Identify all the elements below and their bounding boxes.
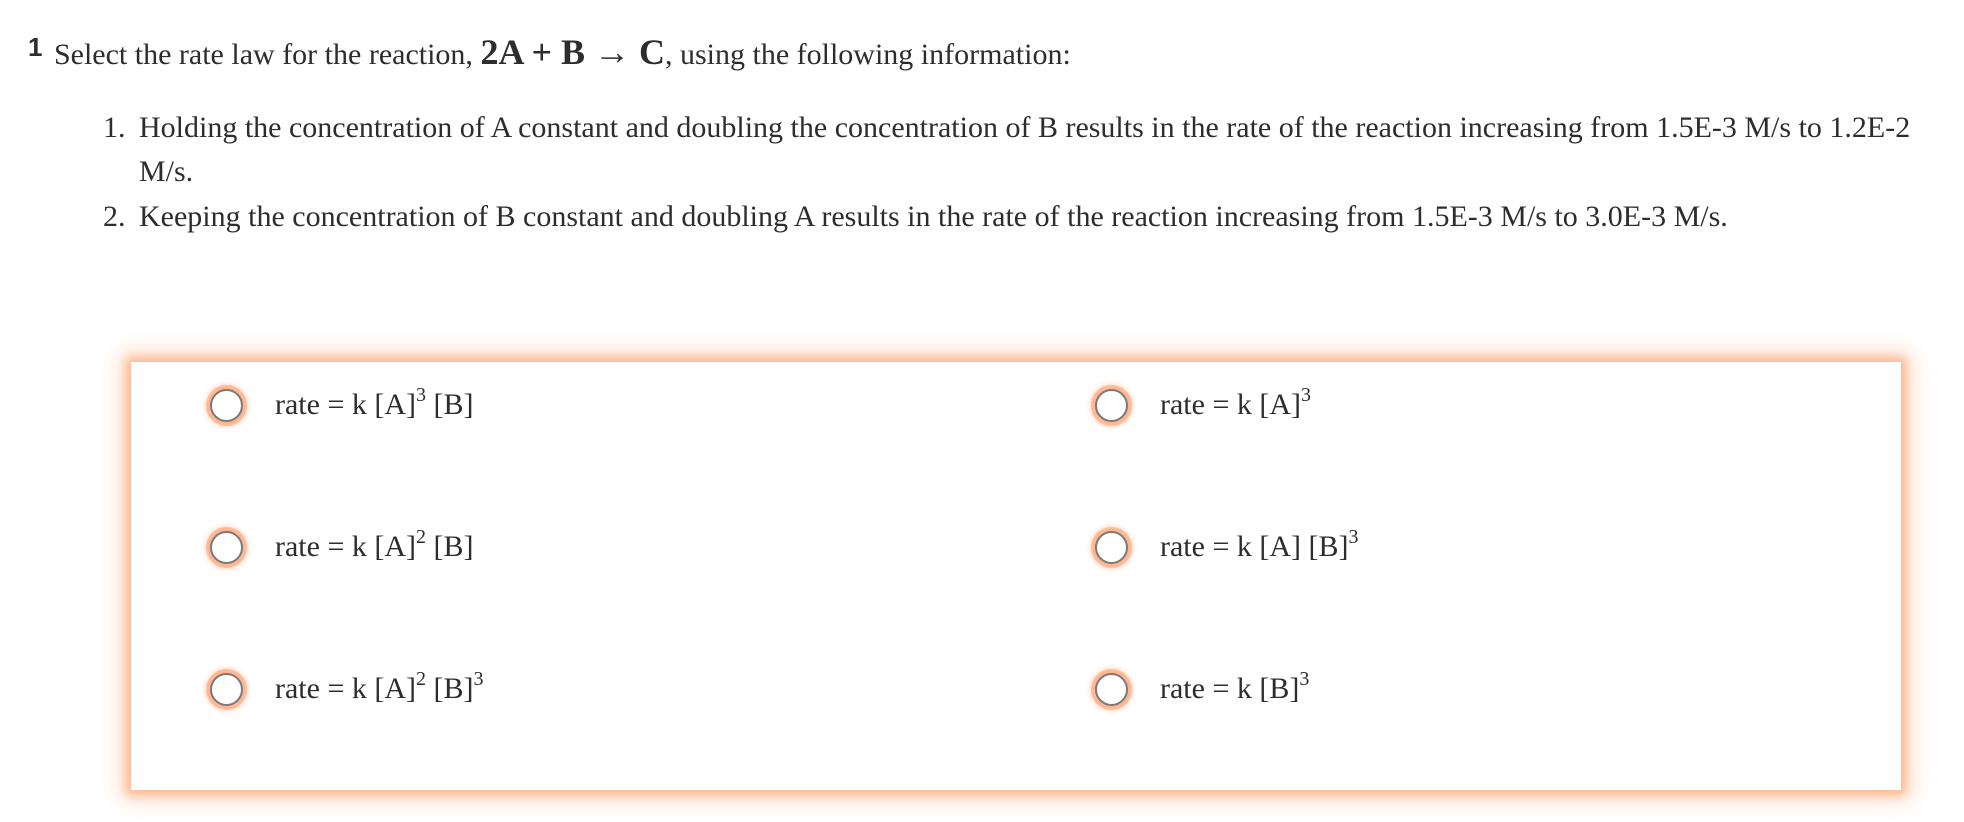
radio-button[interactable] xyxy=(210,531,243,564)
answer-option-1[interactable] xyxy=(210,384,474,422)
answer-option-3[interactable] xyxy=(210,526,474,564)
answer-option-6[interactable] xyxy=(1095,668,1310,706)
option-label: rate = k $[A]^3$ [B] xyxy=(275,384,474,421)
radio-button[interactable] xyxy=(210,389,243,422)
info-item-text: Holding the concentration of A constant and doubling the concentration of B results in the rate of the reaction increasing from 1.5E-3 M/s to 1.2E-2 M/s. xyxy=(139,111,1911,188)
answer-choices-box xyxy=(131,362,1901,790)
info-item-1 xyxy=(103,106,1943,194)
radio-button[interactable] xyxy=(1095,531,1128,564)
question-header xyxy=(28,26,1944,81)
option-label: rate = k [A] $[B]^3$ xyxy=(1160,526,1359,563)
option-label: rate = k $[B]^3$ xyxy=(1160,668,1310,705)
info-item-text: Keeping the concentration of B constant and doubling A results in the rate of the reaction increasing from 1.5E-3 M/s to 3.0E-3 M/s. xyxy=(139,200,1728,233)
info-item-2 xyxy=(103,195,1943,239)
question-prompt-start: Select the rate law for the reaction, xyxy=(53,38,481,71)
radio-button[interactable] xyxy=(1095,389,1128,422)
answer-option-5[interactable] xyxy=(210,668,484,706)
question-prompt-end: , using the following information: xyxy=(664,38,1071,71)
option-label: rate = k $[A]^2$ $[B]^3$ xyxy=(275,668,484,705)
reaction-equation: 2A + B → C xyxy=(480,32,665,72)
info-item-number: 1. xyxy=(103,111,126,144)
radio-button[interactable] xyxy=(210,673,243,706)
option-label: rate = k $[A]^3$ xyxy=(1160,384,1312,421)
answer-option-2[interactable] xyxy=(1095,384,1312,422)
answer-option-4[interactable] xyxy=(1095,526,1359,564)
info-item-number: 2. xyxy=(103,200,126,233)
info-list xyxy=(103,106,1943,240)
radio-button[interactable] xyxy=(1095,673,1128,706)
option-label: rate = k $[A]^2$ [B] xyxy=(275,526,474,563)
question-number: 1 xyxy=(28,32,43,62)
